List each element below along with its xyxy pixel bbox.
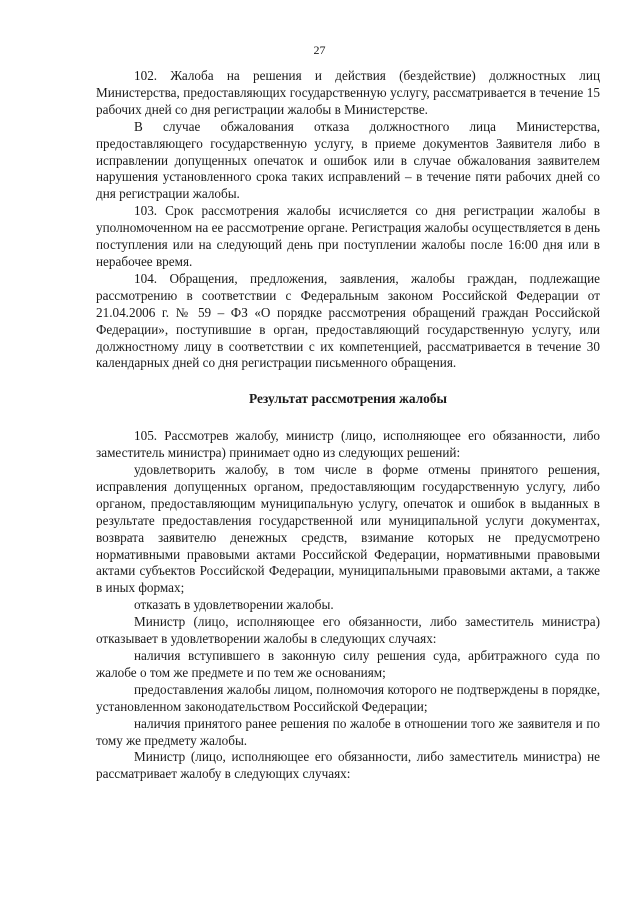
paragraph-105: 105. Рассмотрев жалобу, министр (лицо, исполняющее его обязанности, либо заместитель министра) принимает одно из следующих решений: [96, 428, 600, 461]
paragraph-appeal-refusal: В случае обжалования отказа должностного лица Министерства, предоставляющего государственную услугу, в приеме документов Заявителя либо в исправлении допущенных опечаток и ошибок или в случае обжалования заявителем нарушения установленного срока таких исправлений – в течение пяти рабочих дней со дня регистрации жалобы. [96, 118, 600, 202]
decision-satisfy: удовлетворить жалобу, в том числе в форме отмены принятого решения, исправления допущенных органом, предоставляющим государственную услугу, либо органом, предоставляющим муниципальную услугу, опечаток и ошибок в выданных в результате предоставления государственной или муниципальной услуги документах, возврата заявителю денежных средств, взимание которых не предусмотрено нормативными правовыми актами Российской Федерации, нормативными правовыми актами субъектов Российской Федерации, муниципальными правовыми актами, а также в иных формах; [96, 462, 600, 596]
refusal-case-court-decision: наличия вступившего в законную силу решения суда, арбитражного суда по жалобе о том же предмете и по тем же основаниям; [96, 648, 600, 680]
refusal-case-unauthorized: предоставления жалобы лицом, полномочия которого не подтверждены в порядке, установленном законодательством Российской Федерации; [96, 681, 600, 714]
paragraph-102: 102. Жалоба на решения и действия (бездействие) должностных лиц Министерства, предоставляющих государственную услугу, рассматривается в течение 15 рабочих дней со дня регистрации жалобы в Министерстве. [96, 68, 600, 117]
refusal-case-prior-decision: наличия принятого ранее решения по жалобе в отношении того же заявителя и по тому же предмету жалобы. [96, 715, 600, 748]
decision-refuse: отказать в удовлетворении жалобы. [134, 597, 334, 613]
paragraph-refusal-cases: Министр (лицо, исполняющее его обязанности, либо заместитель министра) отказывает в удовлетворении жалобы в следующих случаях: [96, 614, 600, 647]
page-number: 27 [313, 43, 326, 57]
paragraph-not-considered-cases: Министр (лицо, исполняющее его обязанности, либо заместитель министра) не рассматривает жалобу в следующих случаях: [96, 749, 600, 782]
section-heading: Результат рассмотрения жалобы [248, 391, 448, 407]
paragraph-104: 104. Обращения, предложения, заявления, жалобы граждан, подлежащие рассмотрению в соответствии с Федеральным законом Российской Федерации от 21.04.2006 г. № 59 – ФЗ «О порядке рассмотрения обращений граждан Российской Федерации», поступившие в орган, предоставляющий государственную услугу, или должностному лицу в соответствии с их компетенцией, рассматривается в течение 30 календарных дней со дня регистрации письменного обращения. [96, 270, 600, 371]
document-body [96, 68, 600, 783]
paragraph-103: 103. Срок рассмотрения жалобы исчисляется со дня регистрации жалобы в уполномоченном на ее рассмотрение органе. Регистрация жалобы осуществляется в день поступления или на следующий день при поступлении жалобы после 16:00 дня или в нерабочее время. [96, 203, 600, 269]
